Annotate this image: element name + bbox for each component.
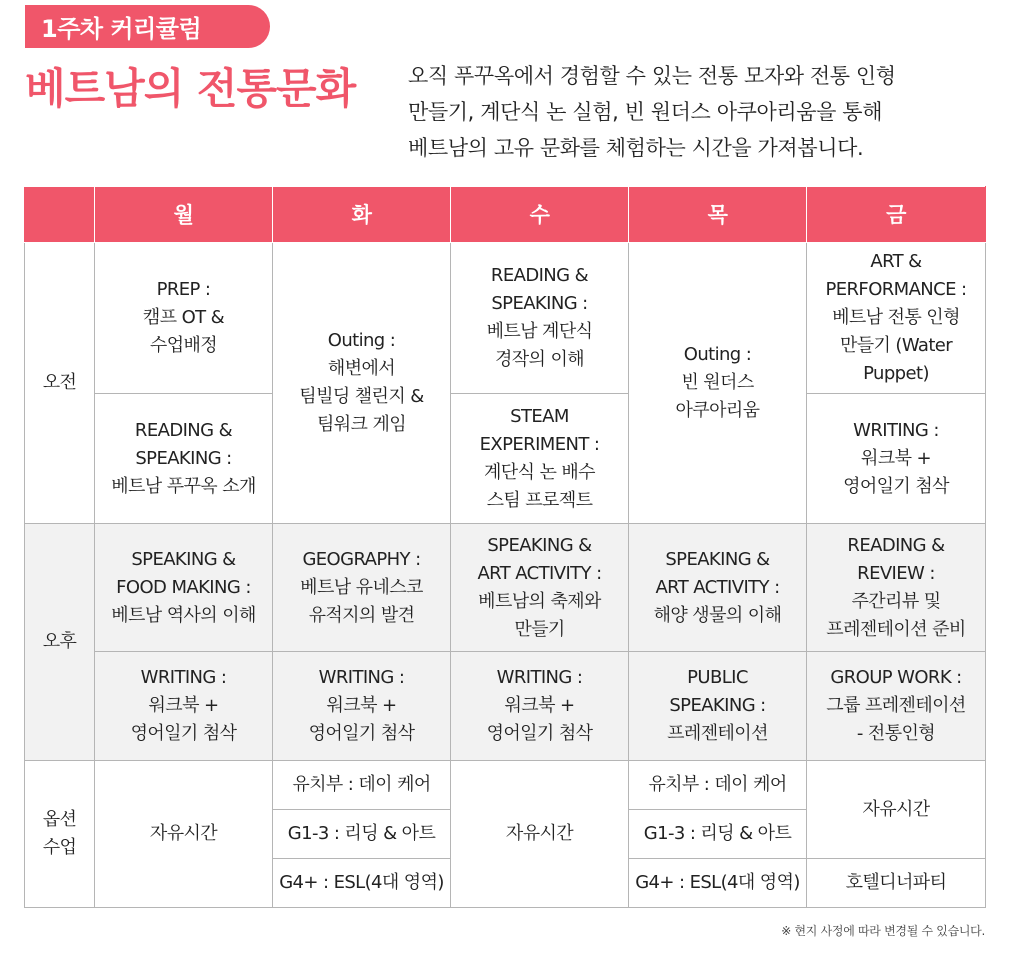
schedule-cell — [451, 652, 629, 761]
cell-line: 영어일기 첨삭 — [486, 723, 593, 744]
cell-line: READING & — [134, 419, 233, 441]
schedule-cell: 자유시간 — [451, 761, 629, 908]
page-title: 베트남의 전통문화 — [25, 64, 356, 113]
cell-line: 베트남 유네스코 — [300, 576, 423, 598]
cell-line: 워크북 + — [504, 695, 575, 716]
cell-line: 경작의 이해 — [494, 349, 585, 370]
cell-line: 베트남 계단식 — [486, 321, 593, 342]
cell-line: READING & — [490, 265, 589, 286]
intro-line: 만들기, 계단식 논 실험, 빈 원더스 아쿠아리움을 통해 — [408, 100, 883, 124]
week-badge: 1주차 커리큘럼 — [25, 5, 270, 48]
cell-line: 베트남의 축제와 — [478, 590, 601, 612]
cell-line: READING & — [847, 534, 945, 556]
day-header-mon: 월 — [95, 187, 273, 243]
schedule-cell — [451, 394, 629, 524]
morning-row-2 — [25, 394, 986, 524]
cell-line: 만들기 (Water — [839, 335, 953, 356]
afternoon-row-1 — [25, 524, 986, 652]
cell-line: 스팀 프로젝트 — [486, 489, 593, 511]
schedule-cell — [629, 652, 807, 761]
day-header-row — [25, 187, 986, 243]
afternoon-label: 오후 — [25, 524, 95, 761]
cell-line: 베트남 전통 인형 — [832, 307, 960, 328]
morning-row-1 — [25, 243, 986, 394]
cell-line: 수업 — [42, 837, 77, 858]
schedule-cell: G4+ : ESL(4대 영역) — [273, 859, 451, 908]
cell-line: 프레젠테이션 — [667, 723, 768, 744]
cell-line: ART ACTIVITY : — [477, 562, 602, 584]
schedule-cell — [629, 524, 807, 652]
schedule-cell — [95, 394, 273, 524]
schedule-cell: G1-3 : 리딩 & 아트 — [629, 810, 807, 859]
schedule-cell — [95, 652, 273, 761]
cell-line: ART ACTIVITY : — [655, 576, 780, 598]
cell-line: SPEAKING : — [491, 293, 588, 314]
morning-label: 오전 — [25, 243, 95, 524]
schedule-cell: 호텔디너파티 — [807, 859, 986, 908]
cell-line: 해변에서 — [327, 358, 396, 379]
schedule-cell — [807, 394, 986, 524]
schedule-cell — [451, 243, 629, 394]
cell-line: 팀워크 게임 — [316, 414, 407, 435]
schedule-cell — [95, 243, 273, 394]
schedule-cell: G4+ : ESL(4대 영역) — [629, 859, 807, 908]
schedule-cell: 유치부 : 데이 케어 — [629, 761, 807, 810]
cell-line: PREP : — [156, 279, 211, 300]
cell-line: WRITING : — [853, 419, 939, 441]
schedule-cell — [273, 524, 451, 652]
cell-line: SPEAKING : — [669, 695, 766, 716]
cell-line: 영어일기 첨삭 — [130, 723, 237, 744]
cell-line: 영어일기 첨삭 — [308, 723, 415, 744]
cell-line: SPEAKING : — [135, 447, 232, 469]
cell-line: 주간리뷰 및 — [851, 590, 941, 612]
cell-line: PUBLIC — [687, 667, 748, 688]
cell-line: 워크북 + — [326, 695, 397, 716]
cell-line: SPEAKING & — [487, 534, 592, 556]
cell-line: WRITING : — [140, 667, 227, 688]
cell-line: 베트남 푸꾸옥 소개 — [111, 475, 256, 497]
cell-line: 워크북 + — [148, 695, 219, 716]
day-header-wed: 수 — [451, 187, 629, 243]
schedule-cell — [807, 524, 986, 652]
intro-text — [408, 58, 998, 166]
corner-header — [25, 187, 95, 243]
cell-line: 유적지의 발견 — [308, 604, 415, 626]
cell-line: SPEAKING & — [665, 548, 770, 570]
schedule-cell — [95, 524, 273, 652]
cell-line: - 전통인형 — [856, 723, 936, 744]
footnote: ※ 현지 사정에 따라 변경될 수 있습니다. — [781, 924, 985, 938]
afternoon-row-2 — [25, 652, 986, 761]
cell-line: 옵션 — [42, 809, 77, 830]
cell-line: STEAM — [510, 405, 569, 427]
cell-line: WRITING : — [496, 667, 583, 688]
cell-line: 프레젠테이션 준비 — [826, 618, 966, 640]
schedule-cell — [273, 652, 451, 761]
cell-line: 아쿠아리움 — [675, 400, 760, 421]
cell-line: EXPERIMENT : — [479, 433, 600, 455]
cell-line: 팀빌딩 챌린지 & — [299, 386, 424, 407]
day-header-tue: 화 — [273, 187, 451, 243]
cell-line: SPEAKING & — [131, 548, 236, 570]
cell-line: 워크북 + — [861, 447, 931, 469]
schedule-cell — [807, 652, 986, 761]
cell-line: Puppet) — [863, 363, 929, 384]
schedule-cell — [451, 524, 629, 652]
cell-line: Outing : — [683, 344, 752, 365]
cell-line: 해양 생물의 이해 — [653, 604, 782, 626]
cell-line: 계단식 논 배수 — [484, 461, 595, 483]
schedule-cell — [807, 243, 986, 394]
cell-line: 그룹 프레젠테이션 — [826, 695, 966, 716]
optional-label — [25, 761, 95, 908]
cell-line: PERFORMANCE : — [825, 279, 967, 300]
cell-line: 캠프 OT & — [142, 307, 225, 328]
cell-line: 베트남 역사의 이해 — [111, 604, 256, 626]
cell-line: GROUP WORK : — [830, 667, 962, 688]
cell-line: 빈 원더스 — [681, 372, 754, 393]
schedule-cell — [629, 243, 807, 524]
schedule-cell: G1-3 : 리딩 & 아트 — [273, 810, 451, 859]
cell-line: 영어일기 첨삭 — [843, 475, 949, 497]
schedule-cell: 유치부 : 데이 케어 — [273, 761, 451, 810]
schedule-cell — [273, 243, 451, 524]
cell-line: REVIEW : — [857, 562, 935, 584]
day-header-fri: 금 — [807, 187, 986, 243]
cell-line: 만들기 — [514, 618, 565, 640]
intro-line: 오직 푸꾸옥에서 경험할 수 있는 전통 모자와 전통 인형 — [408, 64, 896, 88]
schedule-cell: 자유시간 — [95, 761, 273, 908]
optional-row-1 — [25, 761, 986, 810]
schedule-table — [24, 186, 986, 908]
cell-line: ART & — [870, 251, 922, 272]
schedule-cell: 자유시간 — [807, 761, 986, 859]
cell-line: WRITING : — [318, 667, 405, 688]
cell-line: GEOGRAPHY : — [302, 548, 421, 570]
intro-line: 베트남의 고유 문화를 체험하는 시간을 가져봅니다. — [408, 136, 864, 160]
day-header-thu: 목 — [629, 187, 807, 243]
cell-line: 수업배정 — [149, 335, 218, 356]
cell-line: Outing : — [327, 330, 396, 351]
cell-line: FOOD MAKING : — [116, 576, 251, 598]
